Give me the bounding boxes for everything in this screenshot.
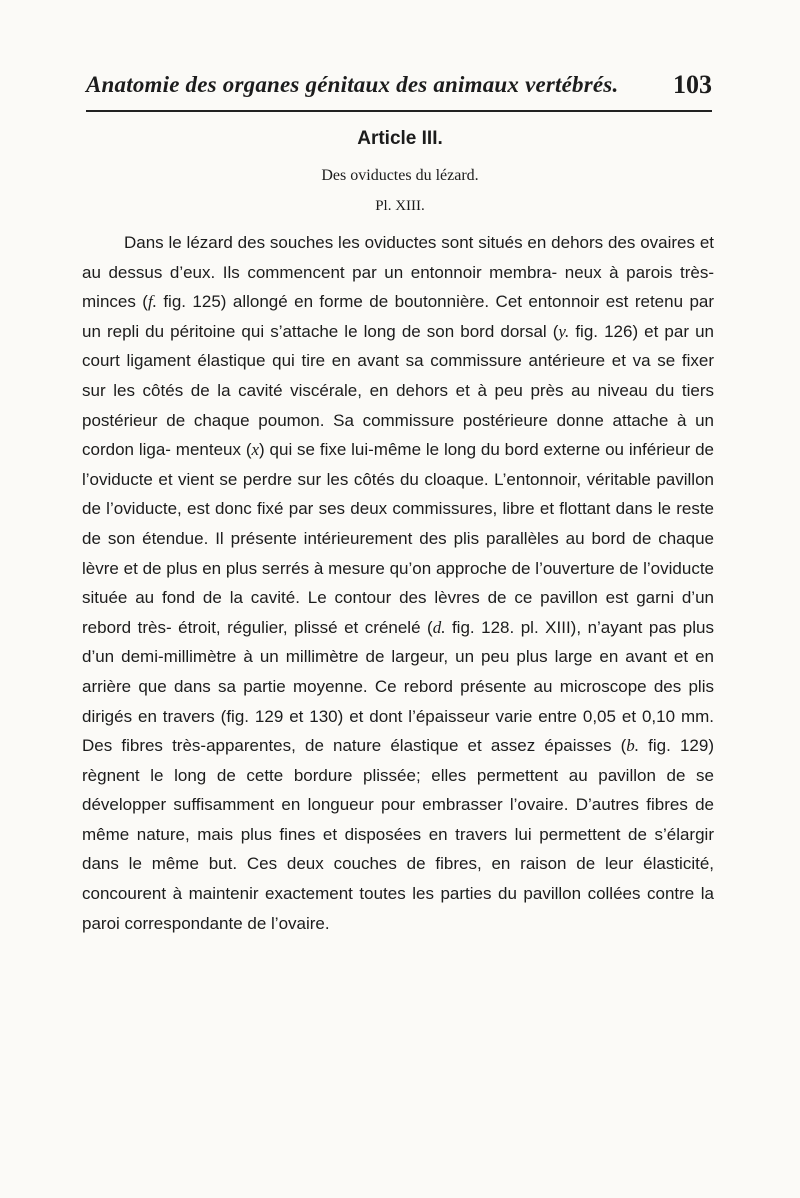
text-run: Dans le lézard des souches les oviductes sont situés en dehors des ovaires et au dessus d’eux. Ils commencent par un entonnoir membra- neux à parois très-minces ( [82, 233, 714, 312]
text-run: fig. 129) règnent le long de cette bordure plissée; elles permettent au pavillon de se développer suffisamment en longueur pour embrasser l’ovaire. D’autres fibres de même nature, mais plus fines et disposées en travers lui permettent de s’élargir dans le même but. Ces deux couches de fibres, en raison de leur élasticité, concourent à maintenir exactement toutes les parties du pavillon collées contre la paroi correspondante de l’ovaire. [82, 736, 714, 933]
figure-letter: x [251, 440, 260, 460]
text-run: ) qui se fixe lui-même le long du bord externe ou inférieur de l’oviducte et vient se perdre sur les côtés du cloaque. L’entonnoir, véritable pavillon de l’oviducte, est donc fixé par ses deux commissures, libre et flottant dans le reste de son étendue. Il présente intérieurement des plis parallèles au bord de chaque lèvre et de plus en plus serrés à mesure qu’on approche de l’ouverture de l’oviducte située au fond de la cavité. Le contour des lèvres de ce pavillon est garni d’un rebord très- étroit, régulier, plissé et crénelé ( [82, 440, 714, 637]
text-run: fig. 128. pl. XIII), n’ayant pas plus d’un demi-millimètre à un millimètre de largeur, un peu plus large en avant et en arrière que dans sa partie moyenne. Ce rebord présente au microscope des plis dirigés en travers (fig. 129 et 130) et dont l’épaisseur varie entre 0,05 et 0,10 mm. Des fibres très-apparentes, de nature élastique et assez épaisses ( [82, 617, 714, 756]
figure-letter: f. [147, 292, 157, 312]
figure-letter: y. [558, 321, 570, 341]
paragraph [82, 228, 714, 938]
figure-letter: d. [432, 617, 446, 637]
body-text [82, 228, 714, 938]
page-number: 103 [673, 70, 712, 99]
article-heading: Article III. [357, 128, 443, 149]
plate-reference: Pl. XIII. [375, 198, 425, 214]
figure-letter: b. [626, 736, 640, 756]
running-head [86, 70, 712, 112]
text-run: fig. 125) allongé en forme de boutonnière. Cet entonnoir est retenu par un repli du péritoine qui s’attache le long de son bord dorsal ( [82, 292, 715, 341]
article-subtitle: Des oviductes du lézard. [321, 167, 479, 184]
text-run: fig. 126) et par un court ligament élastique qui tire en avant sa commissure antérieure et va se fixer sur les côtés de la cavité viscérale, en dehors et à peu près au niveau du tiers postérieur de chaque poumon. Sa commissure postérieure donne attache à un cordon liga- menteux ( [82, 321, 714, 460]
running-title: Anatomie des organes génitaux des animaux vertébrés. [86, 72, 619, 97]
